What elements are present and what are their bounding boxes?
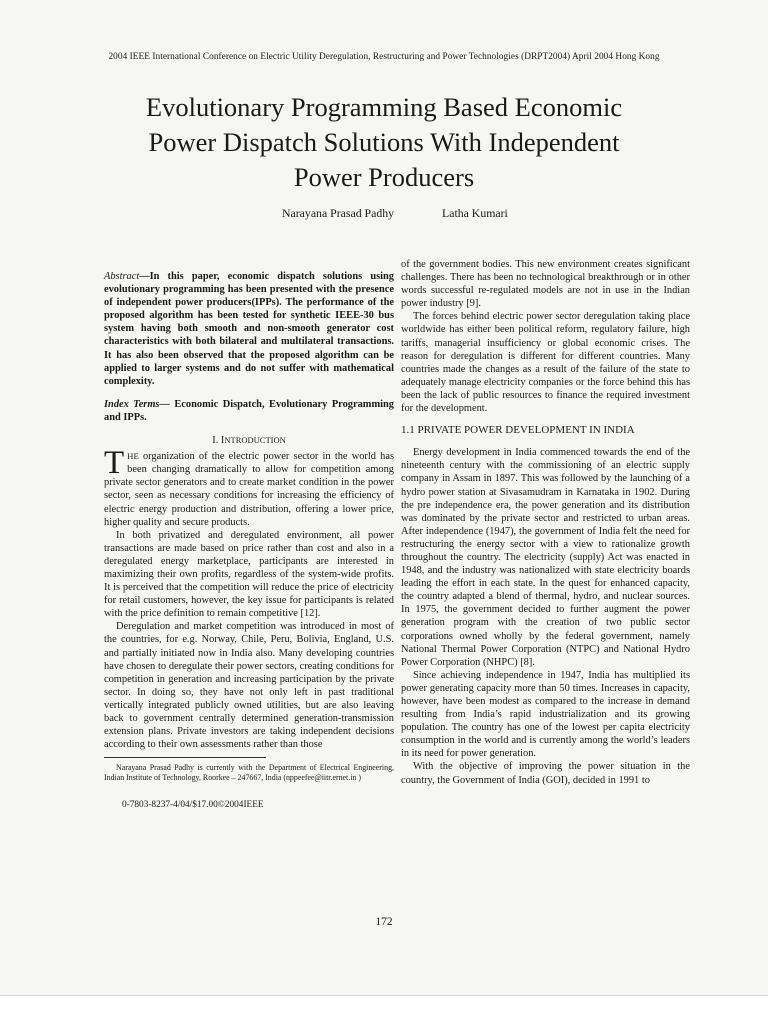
isbn-copyright: 0-7803-8237-4/04/$17.00©2004IEEE <box>122 800 264 811</box>
conference-header: 2004 IEEE International Conference on Electric Utility Deregulation, Restructuring and Power Technologies (DRPT2004) April 2004 Hong Kong <box>108 52 660 62</box>
viewer-bottom-strip <box>0 995 768 1025</box>
body-paragraph: With the objective of improving the power situation in the country, the Government of India (GOI), decided in 1991 to <box>401 761 690 786</box>
right-column <box>401 258 690 787</box>
abstract-text: —In this paper, economic dispatch solutions using evolutionary programming has been presented with the presence of independent power producers(IPPs). The performance of the proposed algorithm has been tested for synthetic IEEE-30 bus system having both smooth and non-smooth generator cost characteristics with both bilateral and multilateral transactions. It has also been observed that the proposed algorithm can be applied to larger systems and do not suffer with mathematical complexity. <box>104 271 394 387</box>
title-line: Power Producers <box>293 162 475 192</box>
title-line: Power Dispatch Solutions With Independent <box>148 127 620 157</box>
intro-paragraph: THE organization of the electric power sector in the world has been changing dramatically to allow for competition among private sector generators and to create market condition in the power sector, seen as necessary conditions for increasing the efficiency of electric energy production and distribution, offering a lower price, higher quality and secure products. <box>104 445 394 528</box>
body-paragraph: Energy development in India commenced towards the end of the nineteenth century with the commissioning of an electric supply company in Assam in 1897. This was followed by the launching of a hydro power station at Sivasamudram in Karnataka in 1902. During the pre independence era, the power generation and its distribution was dominated by the private sector and restricted to urban areas. After independence (1947), the government of India felt the need for restructuring the energy sector with a view to rationalize growth throughout the country. The electricity (supply) Act was enacted in 1948, and the industry was nationalized with state electricity boards leading the effort in each state. In the quest for enhanced capacity, the country adapted a blend of thermal, hydro, and nuclear sources. In 1975, the government decided to further augment the power generation program with the creation of two public sector corporations owned wholly by the federal government, namely National Thermal Power Corporation (NTPC) and National Hydro Power Corporation (NHPC) [8]. <box>401 447 690 668</box>
body-paragraph: The forces behind electric power sector deregulation taking place worldwide has either been political reform, regulatory failure, high tariffs, managerial insufficiency or global economic crises. The reason for deregulation is different for different countries. Many countries made the changes as a result of the failure of the state to adequately manage electricity companies or the force behind this has been the lack of public resources to finance the required investment for the development. <box>401 311 690 415</box>
body-paragraph: of the government bodies. This new environment creates significant challenges. There has been no technological breakthrough or in other words successful re-regulated models are not in use in the Indian power industry [9]. <box>401 259 690 310</box>
footnote-divider <box>104 757 266 758</box>
abstract <box>104 270 394 388</box>
body-paragraph: Since achieving independence in 1947, India has multiplied its power generating capacity more than 50 times. Increases in capacity, however, have been modest as compared to the increase in demand resulting from India’s rapid industrialization and its growing population. The country has one of the lowest per capita electricity consumption in the world and is currently among the world’s leaders in its need for power generation. <box>401 669 690 760</box>
intro-paragraph: In both privatized and deregulated environment, all power transactions are made based on price rather than cost and also in a deregulated energy marketplace, participants are interested in maximizing their own profits, regardless of the system-wide profits. It is perceived that the competition will reduce the price of electricity for retail customers, however, the key issue for participants is related with the price definition to remain competitive [12]. <box>104 529 394 620</box>
title-line: Evolutionary Programming Based Economic <box>145 92 623 122</box>
paper-title <box>60 90 708 195</box>
drop-cap: T <box>104 445 125 482</box>
subsection-heading: 1.1 PRIVATE POWER DEVELOPMENT IN INDIA <box>401 424 635 437</box>
index-terms-text: Economic Dispatch, Evolutionary Programming and IPPs. <box>104 398 394 423</box>
author-footnote: Narayana Prasad Padhy is currently with the Department of Electrical Engineering, Indian Institute of Technology, Roorkee – 247667, India (nppeefee@iitr.ernet.in ) <box>104 763 394 783</box>
left-column <box>104 258 394 813</box>
intro-paragraph: Deregulation and market competition was introduced in most of the countries, for e.g. Norway, Chile, Peru, Bolivia, England, U.S. and partially initiated now in India also. Many developing countries have chosen to deregulate their power sectors, creating conditions for competition in generation and increasing participation by the private sector. In doing so, they have not only left in past traditional vertically integrated publicly owned utilities, but are also leaving back to government centrally determined generation-transmission extension plans. Private investors are taking independent decisions according to their own assessments rather than those <box>104 621 394 751</box>
index-terms <box>104 398 394 424</box>
author-name: Latha Kumari <box>442 206 508 220</box>
page-number: 172 <box>375 916 393 928</box>
author-name: Narayana Prasad Padhy <box>282 206 395 220</box>
index-terms-label: Index Terms— <box>104 398 170 410</box>
section-heading: I. INTRODUCTION <box>212 435 286 447</box>
abstract-label: Abstract <box>104 271 140 282</box>
